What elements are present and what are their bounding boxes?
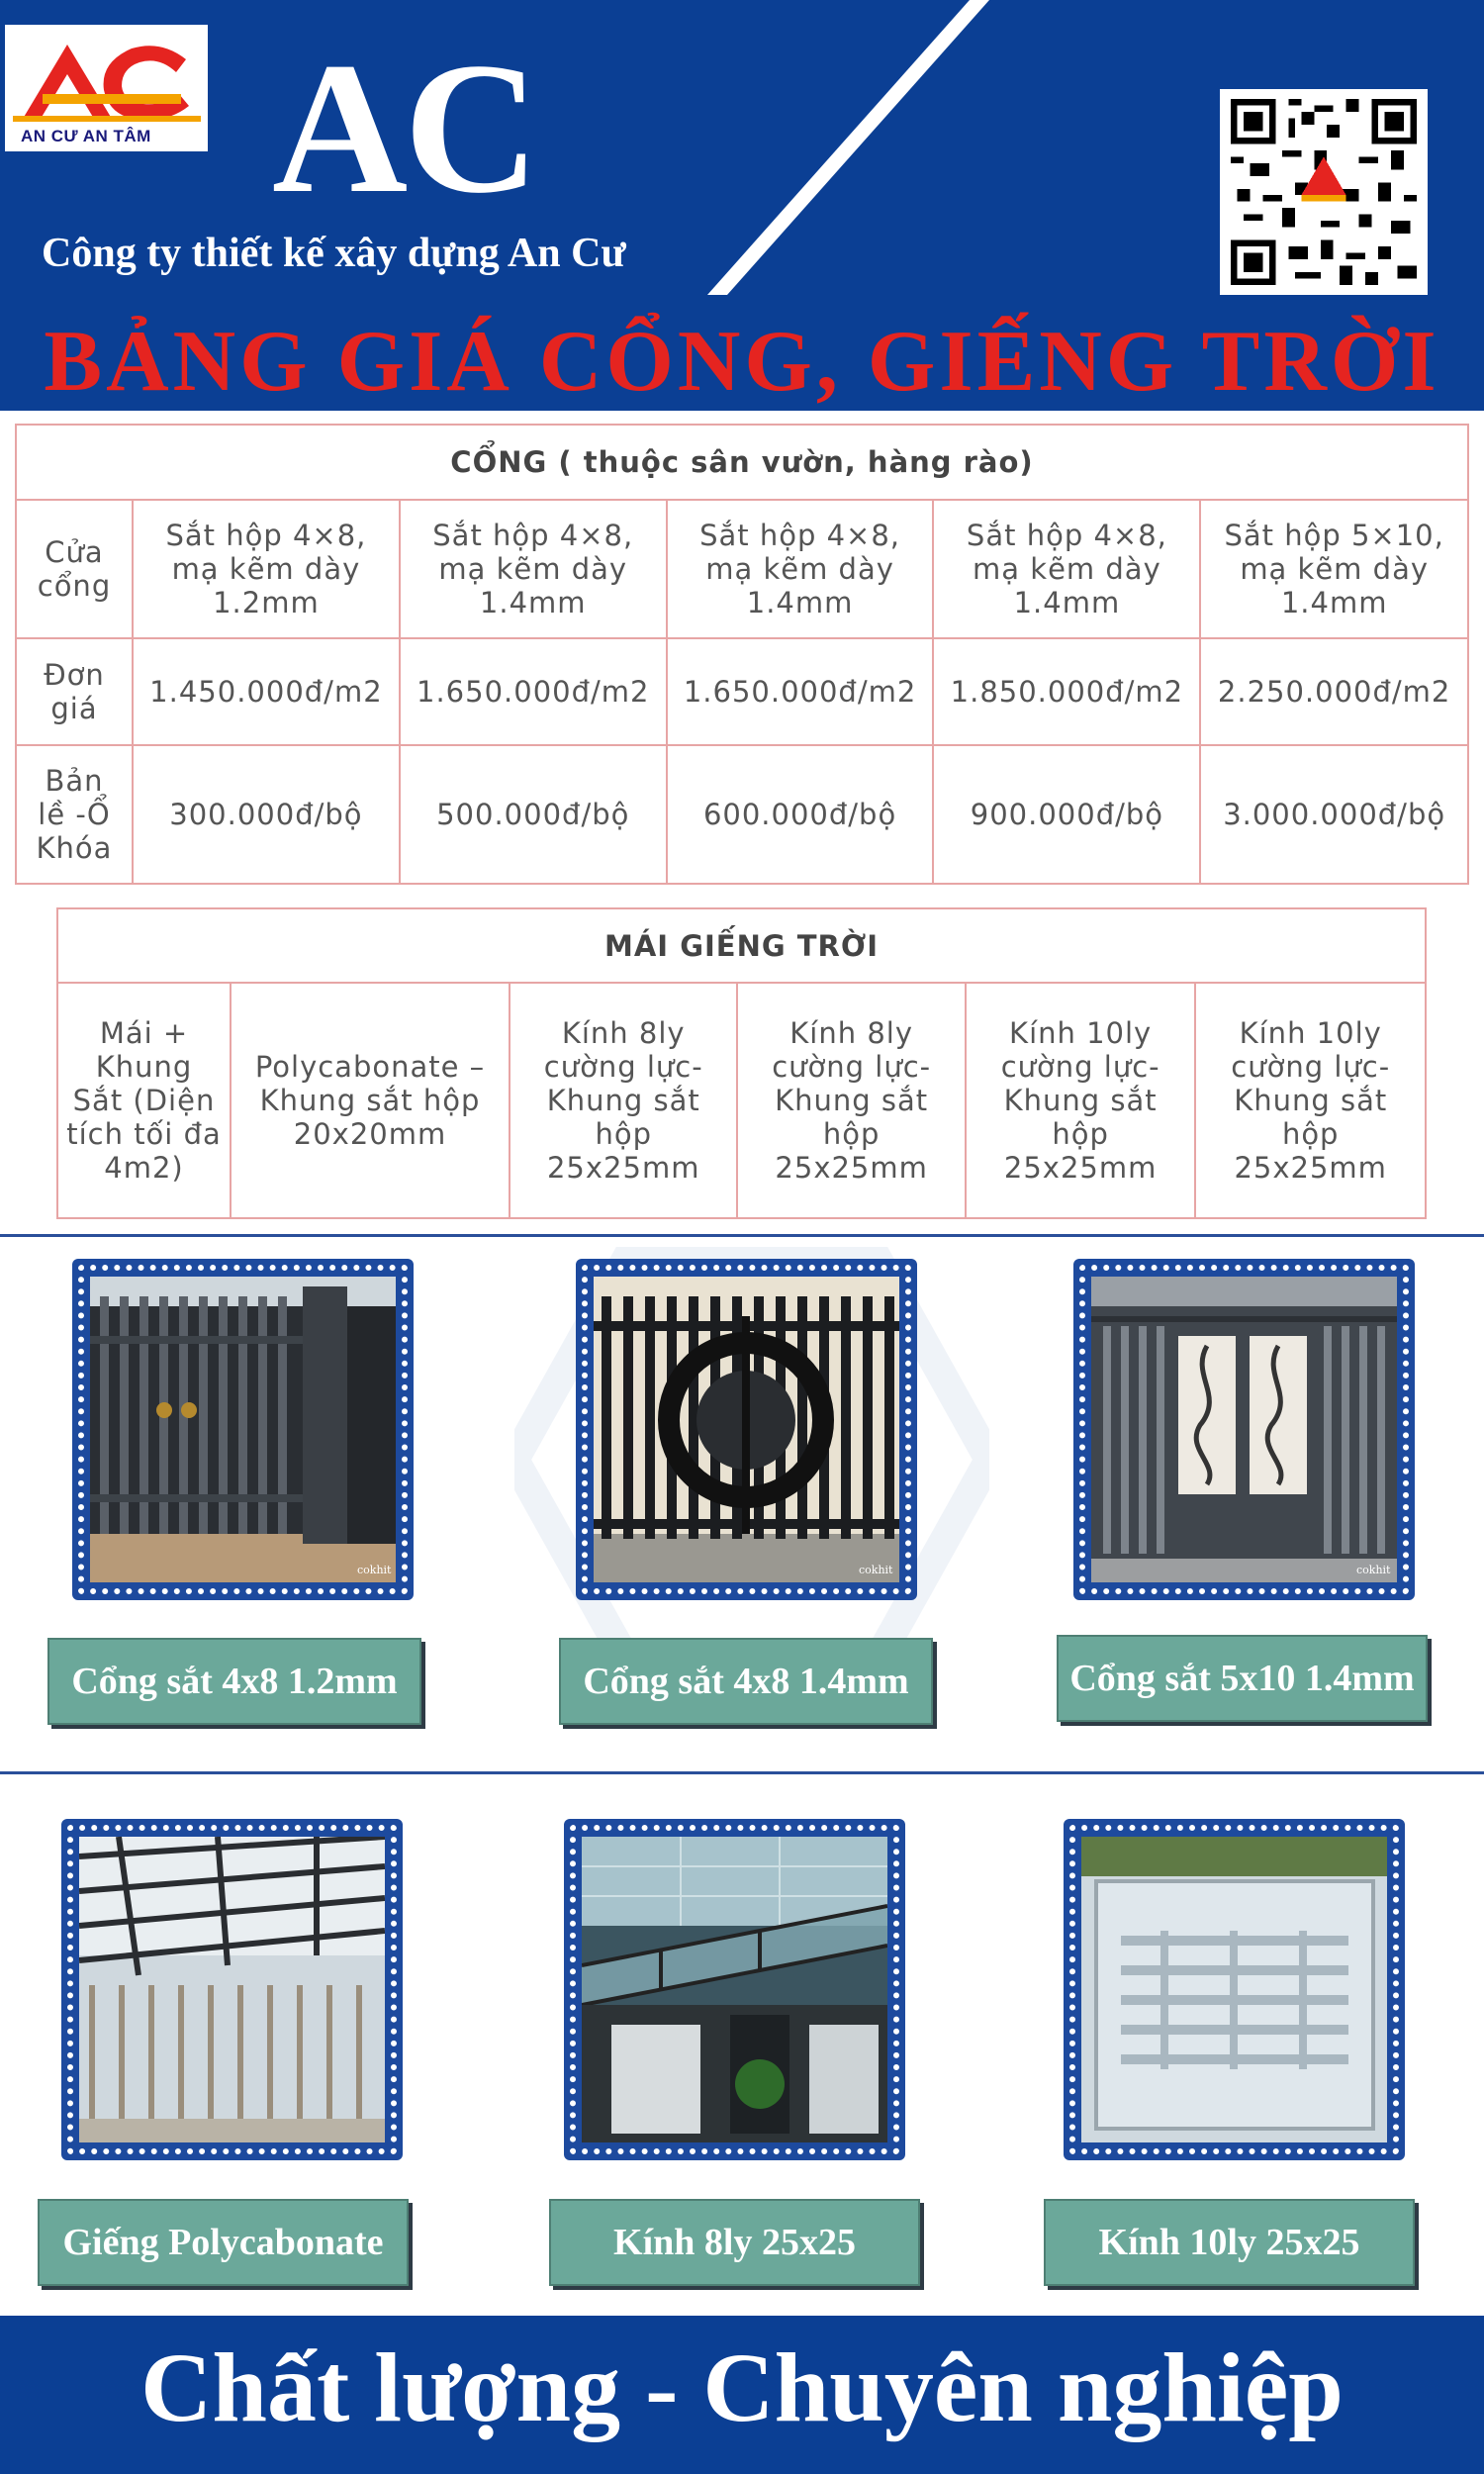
table-row: [16, 500, 1468, 638]
company-name: Công ty thiết kế xây dựng An Cư: [42, 231, 626, 276]
skylight-image-icon: [79, 1837, 385, 2142]
slogan: Chất lượng - Chuyên nghiệp: [140, 2332, 1344, 2442]
gate-table-title: CỔNG ( thuộc sân vườn, hàng rào): [16, 425, 1468, 500]
gate-photo-label: cokhit: [1356, 1564, 1391, 1576]
skylight-image-icon: [582, 1837, 887, 2142]
price-cell: 1.650.000đ/m2: [400, 638, 667, 745]
price-cell: 2.250.000đ/m2: [1200, 638, 1468, 745]
skylight-photo-2: [582, 1837, 887, 2142]
section-divider: [0, 1234, 1484, 1237]
price-cell: 1.850.000đ/m2: [933, 638, 1200, 745]
skylight-type-cell: Kính 10ly cường lực- Khung sắt hộp 25x25mm: [1195, 983, 1426, 1218]
logo-icon: [13, 35, 201, 126]
table-row: [57, 983, 1426, 1218]
qr-code-icon: [1230, 99, 1418, 285]
hinge-price-cell: 3.000.000đ/bộ: [1200, 745, 1468, 884]
gate-image-icon: [1091, 1277, 1397, 1582]
gate-photo-card-2[interactable]: [576, 1259, 917, 1600]
gate-photo-card-1[interactable]: [72, 1259, 414, 1600]
qr-code[interactable]: [1220, 89, 1428, 295]
skylight-photo-card-1[interactable]: [61, 1819, 403, 2160]
gate-price-table: [15, 424, 1469, 885]
table-row: [16, 745, 1468, 884]
gate-photo-label: cokhit: [859, 1564, 893, 1576]
hinge-price-cell: 900.000đ/bộ: [933, 745, 1200, 884]
hinge-price-cell: 600.000đ/bộ: [667, 745, 934, 884]
header: [0, 0, 1484, 302]
skylight-photo-card-2[interactable]: [564, 1819, 905, 2160]
gate-image-icon: [90, 1277, 396, 1582]
gate-photo-1: [90, 1277, 396, 1582]
table-row: [16, 638, 1468, 745]
gate-caption-1: Cổng sắt 4x8 1.2mm: [47, 1638, 421, 1725]
gate-caption-3: Cổng sắt 5x10 1.4mm: [1057, 1635, 1428, 1722]
skylight-photo-3: [1081, 1837, 1387, 2142]
skylight-photo-1: [79, 1837, 385, 2142]
door-type-cell: Sắt hộp 4×8, mạ kẽm dày 1.2mm: [133, 500, 400, 638]
brand-name: AC: [272, 25, 536, 233]
gate-photo-2: [594, 1277, 899, 1582]
row-label-door: Cửa cổng: [16, 500, 133, 638]
price-cell: 1.650.000đ/m2: [667, 638, 934, 745]
skylight-type-cell: Kính 8ly cường lực- Khung sắt hộp 25x25mm: [737, 983, 965, 1218]
logo-text: AN CƯ AN TÂM: [21, 127, 151, 145]
skylight-caption-3: Kính 10ly 25x25: [1044, 2199, 1415, 2286]
skylight-type-cell: Kính 8ly cường lực- Khung sắt hộp 25x25mm: [510, 983, 737, 1218]
row-label-skylight: Mái + Khung Sắt (Diện tích tối đa 4m2): [57, 983, 231, 1218]
page-title: BẢNG GIÁ CỔNG, GIẾNG TRỜI: [44, 314, 1440, 410]
row-label-hinge: Bản lề -Ổ Khóa: [16, 745, 133, 884]
price-cell: 1.450.000đ/m2: [133, 638, 400, 745]
gate-photo-3: [1091, 1277, 1397, 1582]
skylight-type-cell: Polycabonate – Khung sắt hộp 20x20mm: [231, 983, 510, 1218]
row-label-price: Đơn giá: [16, 638, 133, 745]
door-type-cell: Sắt hộp 5×10, mạ kẽm dày 1.4mm: [1200, 500, 1468, 638]
skylight-table: [56, 907, 1427, 1219]
hinge-price-cell: 300.000đ/bộ: [133, 745, 400, 884]
door-type-cell: Sắt hộp 4×8, mạ kẽm dày 1.4mm: [400, 500, 667, 638]
skylight-table-title: MÁI GIẾNG TRỜI: [57, 908, 1426, 983]
gate-caption-2: Cổng sắt 4x8 1.4mm: [559, 1638, 933, 1725]
section-divider: [0, 1771, 1484, 1774]
door-type-cell: Sắt hộp 4×8, mạ kẽm dày 1.4mm: [933, 500, 1200, 638]
skylight-image-icon: [1081, 1837, 1387, 2142]
gate-photo-label: cokhit: [357, 1564, 392, 1576]
door-type-cell: Sắt hộp 4×8, mạ kẽm dày 1.4mm: [667, 500, 934, 638]
hinge-price-cell: 500.000đ/bộ: [400, 745, 667, 884]
gate-photo-card-3[interactable]: [1073, 1259, 1415, 1600]
skylight-type-cell: Kính 10ly cường lực- Khung sắt hộp 25x25mm: [966, 983, 1196, 1218]
gate-image-icon: [594, 1277, 899, 1582]
skylight-caption-2: Kính 8ly 25x25: [549, 2199, 920, 2286]
skylight-caption-1: Giếng Polycabonate: [38, 2199, 409, 2286]
company-logo[interactable]: [5, 25, 208, 151]
skylight-photo-card-3[interactable]: [1064, 1819, 1405, 2160]
